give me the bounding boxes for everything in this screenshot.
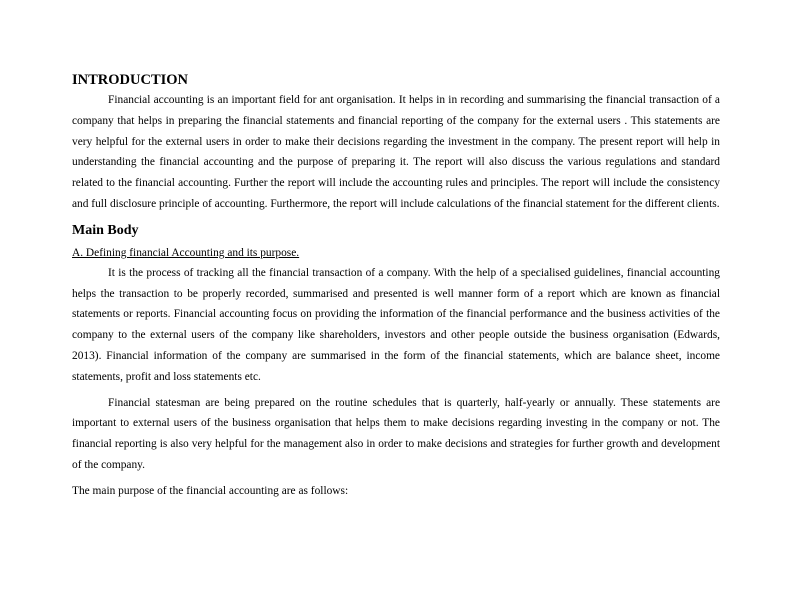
introduction-heading: INTRODUCTION	[72, 72, 189, 88]
section-a-paragraph-2: Financial statesman are being prepared on the routine schedules that is quarterly, half-yearly or annually. These statements are important to external users of the business organisation that helps them to make decisions regarding investing in the company or not. The financial reporting is also very helpful for the management also in order to make decisions and strategies for further growth and development of the company.	[72, 396, 720, 471]
document-page	[72, 70, 720, 502]
main-body-heading: Main Body	[72, 222, 139, 238]
section-a-paragraph-1: It is the process of tracking all the financial transaction of a company. With the help of a specialised guidelines, financial accounting helps the transaction to be properly recorded, summarised and presented is well manner form of a report which are known as financial statements or reports. Financial accounting focus on providing the information of the financial performance and the business activities of the company to the external users of the company like shareholders, investors and other people outside the business organisation (Edwards, 2013). Financial information of the company are summarised in the form of the financial statements, which are balance sheet, income statements, profit and loss statements etc.	[72, 266, 720, 383]
purpose-intro-line: The main purpose of the financial accounting are as follows:	[72, 484, 349, 497]
introduction-paragraph: Financial accounting is an important field for ant organisation. It helps in in recording and summarising the financial transaction of a company that helps in preparing the financial statements and financial reporting of the company for the external users . This statements are very helpful for the external users in order to make their decisions regarding the investment in the company. The present report will help in understanding the financial accounting and the purpose of preparing it. The report will also discuss the various regulations and standard related to the financial accounting. Further the report will include the accounting rules and principles. The report will include the consistency and full disclosure principle of accounting. Furthermore, the report will include calculations of the financial statement for the different clients.	[72, 94, 720, 210]
section-a-heading: A. Defining financial Accounting and its purpose.	[72, 246, 300, 259]
